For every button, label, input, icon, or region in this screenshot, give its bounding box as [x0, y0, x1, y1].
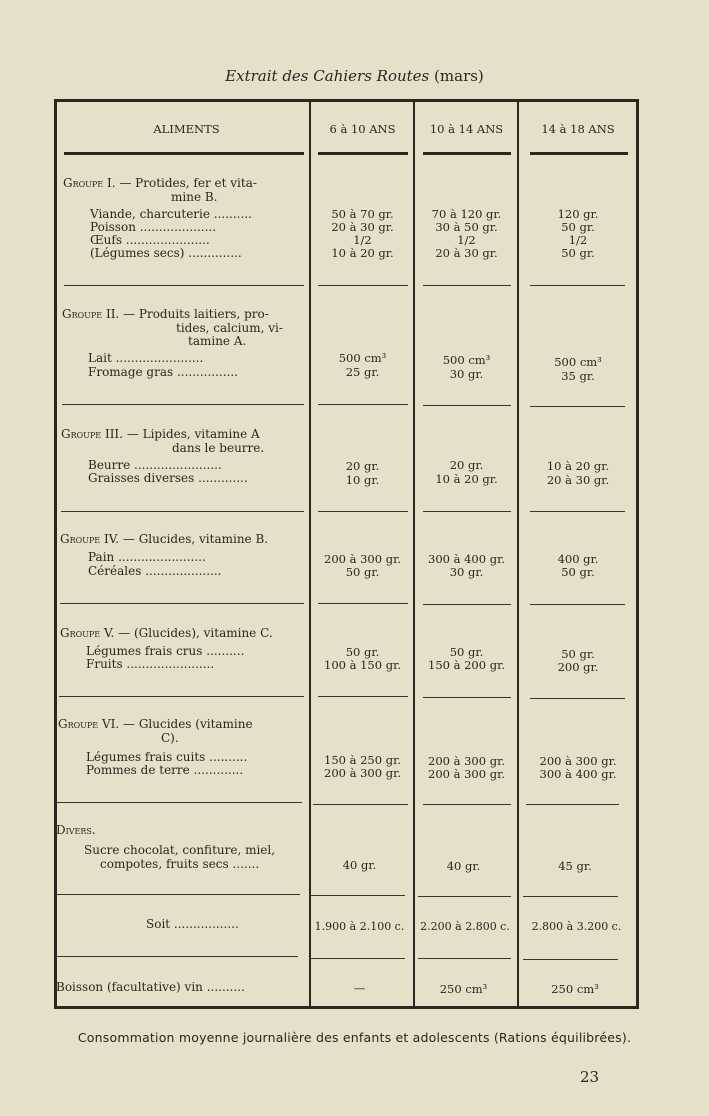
value-cell: 300 à 400 gr.: [539, 767, 617, 781]
value-cell: 50 gr.: [561, 565, 595, 579]
row-separator: [56, 894, 300, 895]
group-6-heading: [58, 718, 306, 745]
row-separator: [318, 603, 408, 604]
value-cell: 20 gr.: [449, 458, 484, 472]
value-cell: 2.200 à 2.800 c.: [420, 920, 510, 933]
value-cell: 10 à 20 gr.: [331, 246, 394, 260]
title-month: (mars): [434, 67, 484, 85]
group-1-heading: [63, 177, 308, 204]
value-cell: 45 gr.: [558, 859, 592, 873]
group-label: Groupe I.: [63, 176, 116, 190]
header-aliments: ALIMENTS: [153, 122, 220, 136]
group-desc: tides, calcium, vi-: [176, 320, 283, 335]
value-cell: 30 à 50 gr.: [435, 220, 498, 234]
value-cell: —: [353, 981, 366, 995]
row-separator: [318, 404, 408, 405]
group-desc: C).: [161, 730, 179, 745]
row-separator: [310, 958, 405, 959]
value-cell: 1.900 à 2.100 c.: [314, 920, 405, 933]
row-separator: [423, 285, 511, 286]
divers-line: compotes, fruits secs .......: [100, 857, 260, 871]
list-item: Légumes frais cuits ..........: [86, 751, 248, 764]
group-2-heading: [62, 308, 307, 349]
row-separator: [318, 285, 408, 286]
row-separator: [523, 959, 618, 960]
value-cell: 30 gr.: [449, 367, 484, 381]
value-cell: 20 à 30 gr.: [546, 473, 610, 487]
row-separator: [423, 405, 511, 406]
group-label: Groupe VI.: [58, 717, 120, 731]
soit-label: Soit .................: [146, 918, 239, 931]
page-number: 23: [580, 1068, 600, 1086]
row-separator: [423, 804, 511, 805]
title-source: Extrait des Cahiers Routes: [225, 67, 430, 85]
value-cell: 50 gr.: [561, 220, 595, 234]
header-rule: [64, 152, 304, 155]
row-separator: [530, 406, 625, 407]
list-item: (Légumes secs) ..............: [90, 247, 242, 260]
group-desc: — Protides, fer et vita-: [119, 176, 257, 190]
value-cell: 1/2: [353, 233, 372, 247]
value-cell: 500 cm³: [554, 355, 602, 369]
row-separator: [530, 511, 625, 512]
header-rule: [530, 152, 628, 155]
value-cell: 1/2: [457, 233, 476, 247]
table-caption: Consommation moyenne journalière des enfants et adolescents (Rations équilibrées).: [77, 1030, 632, 1045]
list-item: Beurre .......................: [88, 459, 222, 472]
list-item: Fruits .......................: [86, 658, 215, 671]
value-cell: 150 à 250 gr.: [324, 753, 401, 767]
row-separator: [313, 804, 408, 805]
value-cell: 25 gr.: [345, 365, 380, 379]
group-desc: mine B.: [171, 189, 218, 204]
group-desc: — (Glucides), vitamine C.: [118, 626, 273, 640]
row-separator: [530, 604, 625, 605]
list-item: Céréales ....................: [88, 565, 222, 578]
group-desc: — Glucides (vitamine: [123, 717, 253, 731]
value-cell: 2.800 à 3.200 c.: [531, 920, 622, 933]
value-cell: 50 gr.: [561, 647, 595, 661]
row-separator: [318, 511, 408, 512]
row-separator: [56, 956, 298, 957]
row-separator: [530, 698, 625, 699]
value-cell: 50 gr.: [561, 246, 595, 260]
list-item: Œufs ......................: [90, 234, 210, 247]
row-separator: [59, 696, 304, 697]
group-desc: tamine A.: [188, 334, 247, 348]
value-cell: 200 à 300 gr.: [539, 754, 617, 768]
list-item: Lait .......................: [88, 352, 204, 365]
group-label: Groupe V.: [60, 626, 115, 640]
value-cell: 500 cm³: [338, 351, 387, 365]
row-separator: [64, 285, 304, 286]
value-cell: 100 à 150 gr.: [324, 658, 401, 672]
row-separator: [418, 896, 511, 897]
group-desc: — Lipides, vitamine A: [126, 427, 260, 441]
value-cell: 10 à 20 gr.: [546, 459, 610, 473]
divers-item: [84, 843, 304, 871]
header-rule: [318, 152, 408, 155]
value-cell: 300 à 400 gr.: [428, 552, 505, 566]
list-item: Pommes de terre .............: [86, 764, 244, 777]
list-item: Légumes frais crus ..........: [86, 645, 245, 658]
header-14-18: 14 à 18 ANS: [541, 122, 615, 136]
value-cell: 20 gr.: [345, 459, 380, 473]
list-item: Fromage gras ................: [88, 366, 238, 379]
value-cell: 70 à 120 gr.: [431, 207, 502, 221]
value-cell: 10 à 20 gr.: [435, 472, 498, 486]
value-cell: 10 gr.: [345, 473, 380, 487]
row-separator: [418, 958, 511, 959]
row-separator: [318, 696, 408, 697]
group-label: Divers.: [56, 823, 96, 837]
row-separator: [423, 511, 511, 512]
divers-line: Sucre chocolat, confiture, miel,: [84, 843, 276, 857]
group-5-heading: [60, 627, 308, 641]
value-cell: 120 gr.: [557, 207, 599, 221]
group-label: Groupe II.: [62, 307, 120, 321]
group-3-heading: [61, 428, 306, 455]
value-cell: 20 à 30 gr.: [331, 220, 394, 234]
row-separator: [530, 285, 625, 286]
group-desc: dans le beurre.: [172, 440, 265, 455]
row-separator: [423, 604, 511, 605]
value-cell: 1/2: [568, 233, 588, 247]
value-cell: 150 à 200 gr.: [428, 658, 505, 672]
row-separator: [310, 895, 405, 896]
row-separator: [61, 511, 304, 512]
value-cell: 20 à 30 gr.: [435, 246, 498, 260]
group-desc: — Glucides, vitamine B.: [122, 532, 269, 546]
row-separator: [523, 896, 618, 897]
page-title: [0, 67, 709, 85]
row-separator: [60, 603, 304, 604]
value-cell: 400 gr.: [557, 552, 599, 566]
group-label: Groupe III.: [61, 427, 123, 441]
value-cell: 50 gr.: [345, 565, 380, 579]
value-cell: 200 à 300 gr.: [324, 552, 401, 566]
value-cell: 40 gr.: [342, 858, 377, 872]
value-cell: 250 cm³: [439, 982, 488, 996]
value-cell: 30 gr.: [449, 565, 484, 579]
row-separator: [62, 404, 304, 405]
value-cell: 250 cm³: [551, 982, 599, 996]
value-cell: 200 à 300 gr.: [324, 766, 401, 780]
group-desc: — Produits laitiers, pro-: [123, 307, 269, 321]
list-item: Poisson ....................: [90, 221, 217, 234]
row-separator: [57, 802, 302, 803]
value-cell: 200 à 300 gr.: [428, 767, 505, 781]
row-separator: [423, 697, 511, 698]
row-separator: [526, 804, 619, 805]
value-cell: 200 à 300 gr.: [428, 754, 505, 768]
value-cell: 50 gr.: [345, 645, 380, 659]
header-10-14: 10 à 14 ANS: [429, 122, 504, 136]
list-item: Graisses diverses .............: [88, 472, 248, 485]
boisson-label: Boisson (facultative) vin ..........: [56, 981, 245, 994]
list-item: Viande, charcuterie ..........: [90, 208, 252, 221]
group-4-heading: [60, 533, 308, 547]
divers-heading: [56, 824, 306, 838]
group-label: Groupe IV.: [60, 532, 120, 546]
list-item: Pain .......................: [88, 551, 206, 564]
header-6-10: 6 à 10 ANS: [329, 122, 396, 136]
value-cell: 40 gr.: [446, 859, 481, 873]
value-cell: 35 gr.: [561, 369, 595, 383]
value-cell: 200 gr.: [557, 660, 599, 674]
value-cell: 500 cm³: [442, 353, 491, 367]
value-cell: 50 à 70 gr.: [331, 207, 394, 221]
header-rule: [423, 152, 511, 155]
value-cell: 50 gr.: [449, 645, 484, 659]
